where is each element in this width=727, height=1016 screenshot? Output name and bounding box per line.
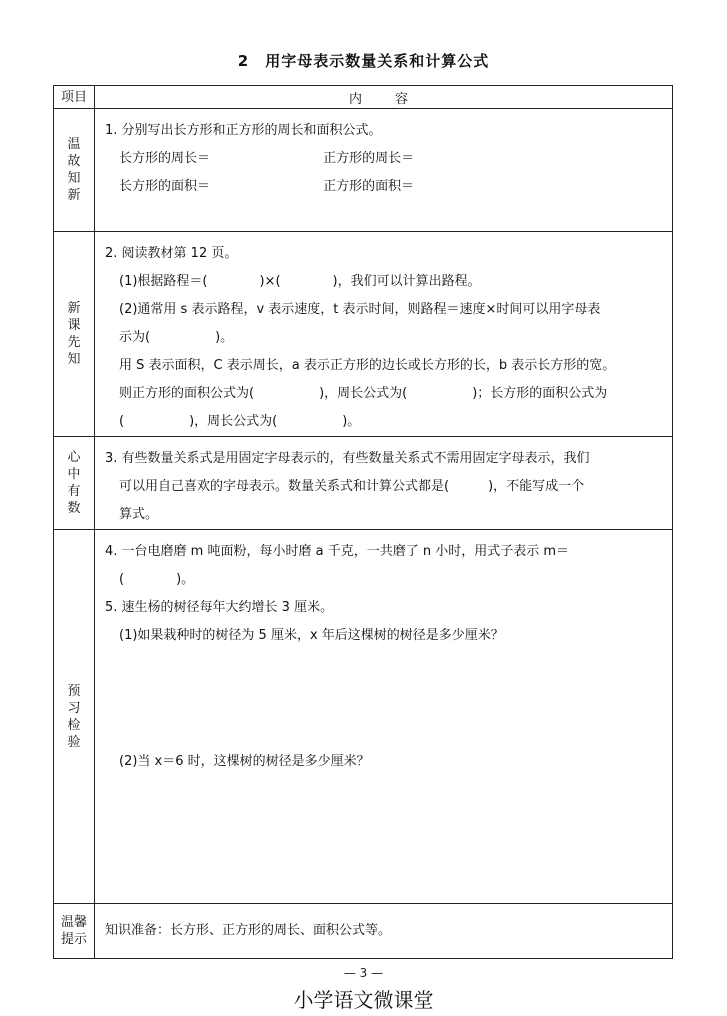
table-header-row [54, 86, 673, 109]
question-5: 5. 速生杨的树径每年大约增长 3 厘米。 [105, 600, 334, 615]
question-3-line-1: 3. 有些数量关系式是用固定字母表示的，有些数量关系式不需用固定字母表示，我们 [105, 451, 590, 466]
content-column-header: 内 容 [95, 86, 673, 109]
question-2: 2. 阅读教材第 12 页。 [105, 246, 238, 261]
square-perimeter-prompt: 正方形的周长＝ [323, 151, 415, 166]
rect-area-prompt: 长方形的面积＝ [119, 179, 211, 194]
question-2-part-3-line-3: ( )，周长公式为( )。 [119, 414, 361, 429]
row-content-check [95, 530, 673, 904]
question-2-part-3-line-1: 用 S 表示面积，C 表示周长，a 表示正方形的边长或长方形的长，b 表示长方形的宽。 [119, 358, 616, 373]
question-4-line-1: 4. 一台电磨磨 m 吨面粉，每小时磨 a 千克，一共磨了 n 小时，用式子表示 m＝ [105, 544, 569, 559]
page-number: — 3 — [343, 966, 384, 980]
row-content-tip [95, 904, 673, 959]
page-title: 2 用字母表示数量关系和计算公式 [237, 52, 490, 70]
question-3-line-2: 可以用自己喜欢的字母表示。数量关系式和计算公式都是( )，不能写成一个 [119, 479, 585, 494]
row-label-review: 温故知新 [67, 137, 81, 203]
row-content-preview [95, 232, 673, 437]
row-check [54, 530, 673, 904]
question-2-part-3-line-2: 则正方形的面积公式为( )，周长公式为( )；长方形的面积公式为 [119, 386, 608, 401]
tip-text: 知识准备：长方形、正方形的周长、面积公式等。 [105, 923, 392, 938]
row-mind [54, 437, 673, 530]
watermark-text: 小学语文微课堂 [293, 988, 434, 1012]
question-5-part-1: (1)如果栽种时的树径为 5 厘米，x 年后这棵树的树径是多少厘米？ [119, 628, 504, 643]
item-column-header: 项目 [54, 86, 95, 109]
row-content-review [95, 109, 673, 232]
worksheet-table [53, 85, 673, 959]
question-2-part-2-line-1: (2)通常用 s 表示路程，v 表示速度，t 表示时间，则路程＝速度×时间可以用字母表 [119, 302, 601, 317]
square-area-prompt: 正方形的面积＝ [323, 179, 415, 194]
row-preview [54, 232, 673, 437]
question-5-part-2: (2)当 x＝6 时，这棵树的树径是多少厘米？ [119, 754, 370, 769]
question-2-part-2-line-2: 示为( )。 [119, 330, 234, 345]
question-3-line-3: 算式。 [119, 507, 159, 522]
row-content-mind [95, 437, 673, 530]
question-1: 1. 分别写出长方形和正方形的周长和面积公式。 [105, 123, 382, 138]
row-label-preview: 新课先知 [67, 301, 81, 367]
row-review [54, 109, 673, 232]
row-label-tip: 温馨提示 [60, 915, 87, 947]
question-4-line-2: ( )。 [119, 572, 195, 587]
row-label-check: 预习检验 [67, 683, 81, 750]
row-label-mind: 心中有数 [67, 450, 81, 516]
answer-space-5-1 [105, 650, 664, 748]
row-tip [54, 904, 673, 959]
question-2-part-1: (1)根据路程＝( )×( )，我们可以计算出路程。 [119, 274, 481, 289]
rect-perimeter-prompt: 长方形的周长＝ [119, 151, 211, 166]
